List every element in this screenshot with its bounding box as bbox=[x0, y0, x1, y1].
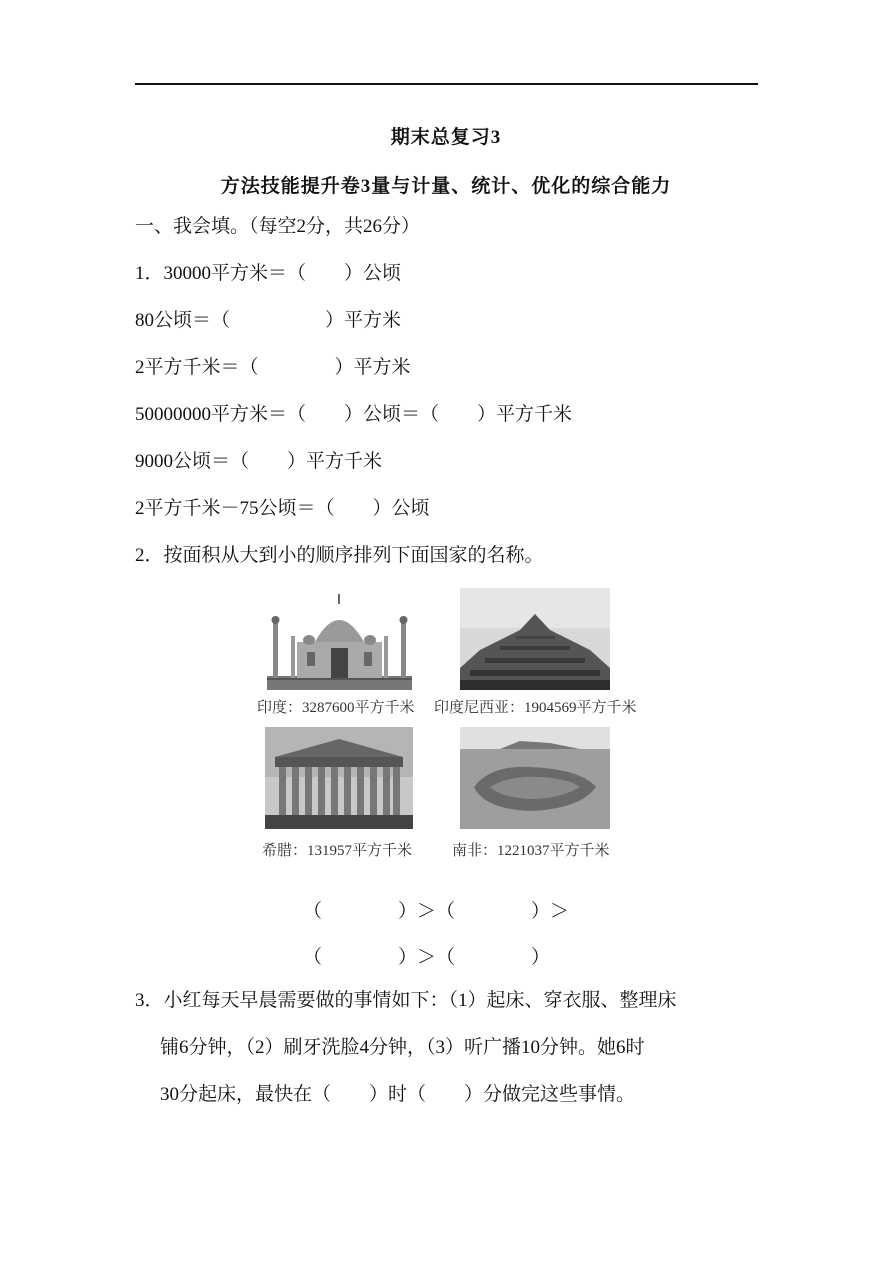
q1-line: 50000000平方米＝（ ）公顷＝（ ）平方千米 bbox=[135, 404, 573, 425]
order-blanks: （ ）＞（ ） bbox=[303, 947, 551, 968]
page-title: 期末总复习3 bbox=[390, 127, 502, 148]
q1-line: 1．30000平方米＝（ ）公顷 bbox=[135, 263, 402, 284]
section-heading: 一、我会填。（每空2分，共26分） bbox=[135, 216, 421, 237]
top-rule bbox=[135, 83, 758, 85]
q3-line: 铺6分钟，（2）刷牙洗脸4分钟，（3）听广播10分钟。她6时 bbox=[160, 1037, 645, 1058]
island-photo bbox=[460, 727, 610, 829]
taj-mahal-photo bbox=[267, 590, 412, 690]
q1-line: 2平方千米－75公顷＝（ ）公顷 bbox=[135, 498, 430, 519]
q2-text: 2．按面积从大到小的顺序排列下面国家的名称。 bbox=[135, 545, 544, 566]
q1-line: 9000公顷＝（ ）平方千米 bbox=[135, 451, 383, 472]
page-subtitle: 方法技能提升卷3量与计量、统计、优化的综合能力 bbox=[220, 176, 672, 197]
image-caption: 南非：1221037平方千米 bbox=[452, 843, 610, 859]
q3-line: 30分起床，最快在（ ）时（ ）分做完这些事情。 bbox=[160, 1084, 636, 1105]
q3-line: 3．小红每天早晨需要做的事情如下：（1）起床、穿衣服、整理床 bbox=[135, 990, 677, 1011]
borobudur-photo bbox=[460, 588, 610, 690]
image-caption: 希腊：131957平方千米 bbox=[262, 843, 413, 859]
image-caption: 印度尼西亚：1904569平方千米 bbox=[434, 700, 637, 716]
parthenon-photo bbox=[265, 727, 413, 829]
q1-line: 2平方千米＝（ ）平方米 bbox=[135, 357, 411, 378]
order-blanks: （ ）＞（ ）＞ bbox=[303, 901, 570, 922]
q1-line: 80公顷＝（ ）平方米 bbox=[135, 310, 402, 331]
image-caption: 印度：3287600平方千米 bbox=[257, 700, 415, 716]
